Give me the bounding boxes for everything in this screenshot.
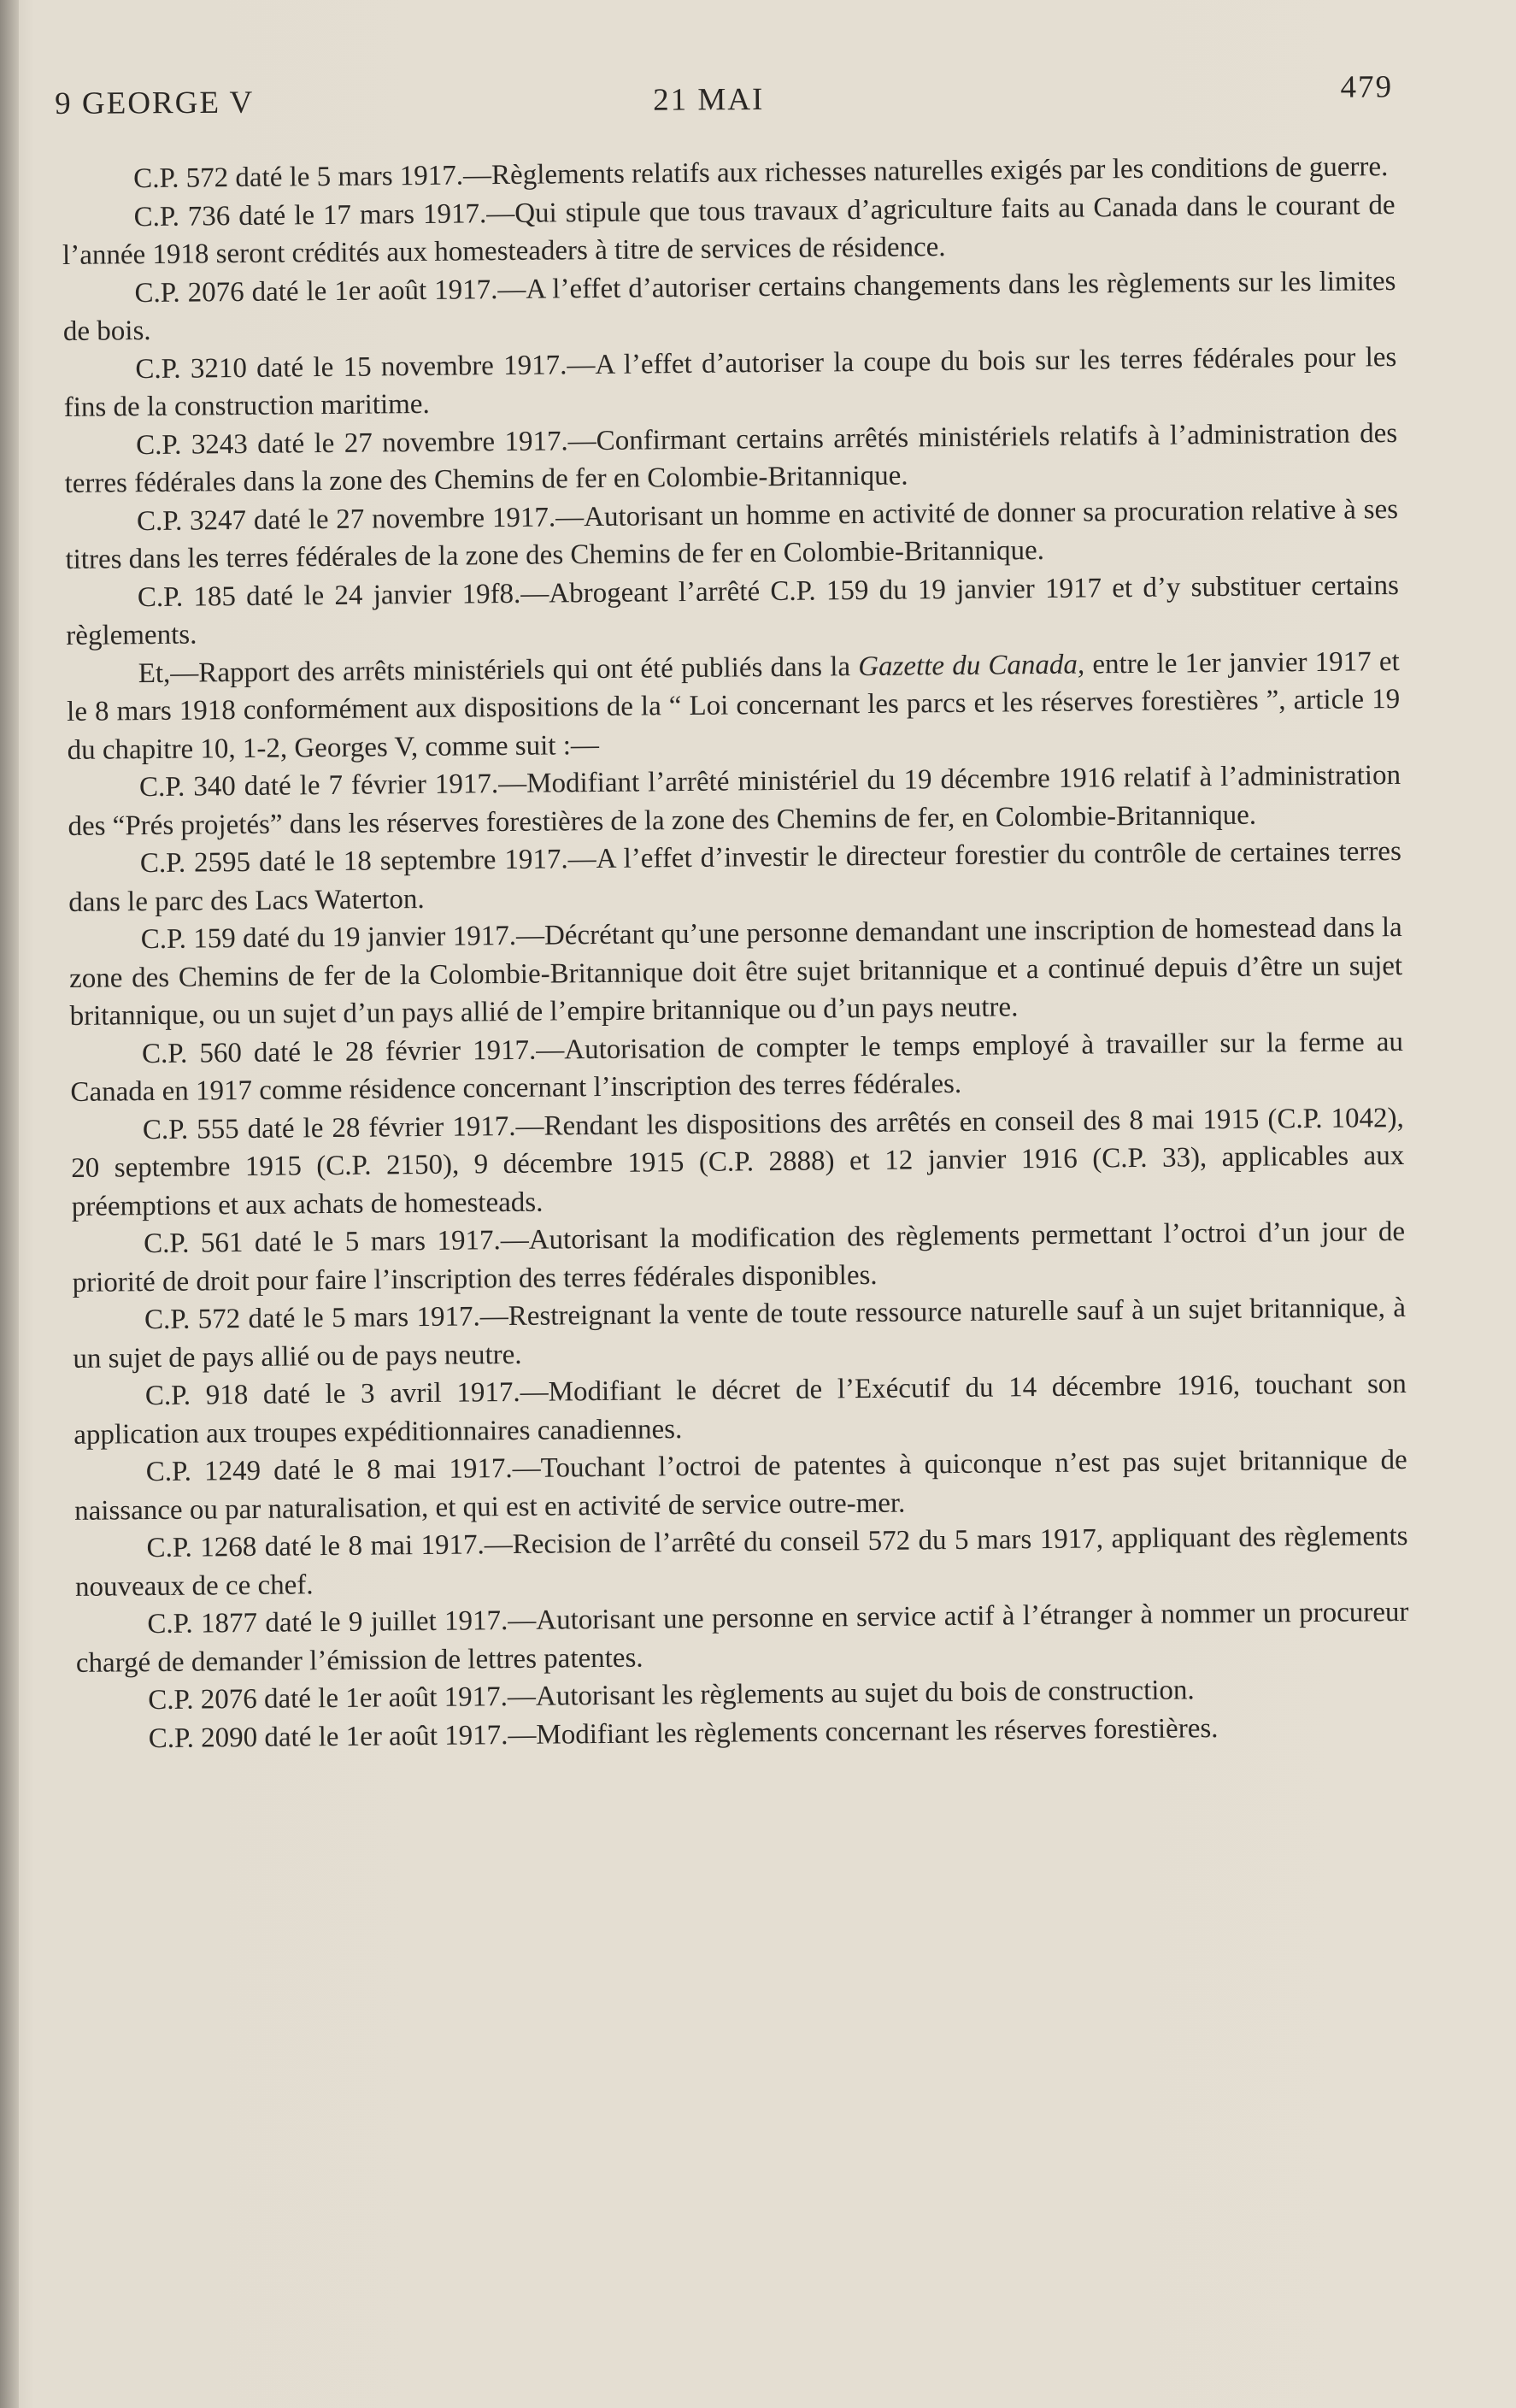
entry-paragraph: C.P. 555 daté le 28 février 1917.—Rendant les dispositions des arrêtés en conseil des 8 mai 1915 (C.P. 1042), 20 septembre 1915 (C.P. 2150), 9 décembre 1915 (C.P. 2888) et 12 janvier 1916 (C.P. 33), applicables aux préemptions et aux achats de homesteads. — [71, 1102, 1405, 1222]
entry-paragraph: C.P. 1249 daté le 8 mai 1917.—Touchant l’octroi de patentes à quiconque n’est pas sujet britannique de naissance ou par naturalisation, et qui est en activité de service outre-mer. — [73, 1444, 1407, 1527]
entry-paragraph: C.P. 736 daté le 17 mars 1917.—Qui stipule que tous travaux d’agriculture faits au Canada dans le courant de l’année 1918 seront crédités aux homesteaders à titre de services de résidence. — [62, 189, 1396, 271]
entry-paragraph: C.P. 572 daté le 5 mars 1917.—Restreignant la vente de toute ressource naturelle sauf à un sujet britannique, à un sujet de pays allié ou de pays neutre. — [73, 1292, 1407, 1375]
gazette-title: Gazette du Canada, — [858, 649, 1085, 682]
page-number: 479 — [1340, 69, 1394, 105]
entry-paragraph: C.P. 1877 daté le 9 juillet 1917.—Autorisant une personne en service actif à l’étranger à nommer un procureur chargé de demander l’émission de lettres patentes. — [75, 1596, 1409, 1679]
entry-paragraph: C.P. 2090 daté le 1er août 1917.—Modifiant les règlements concernant les réserves forestières. — [148, 1712, 1219, 1754]
header-reign: 9 GEORGE V — [55, 85, 255, 121]
entry-paragraph: C.P. 340 daté le 7 février 1917.—Modifiant l’arrêté ministériel du 19 décembre 1916 relatif à l’administration des “Prés projetés” dans les réserves forestières de la zone des Chemins de fer, en Colombie-Britannique. — [68, 759, 1401, 842]
entry-paragraph: C.P. 185 daté le 24 janvier 19f8.—Abrogeant l’arrêté C.P. 159 du 19 janvier 1917 et d’y substituer certains règlements. — [66, 569, 1400, 651]
running-header — [55, 68, 1393, 128]
header-date: 21 MAI — [653, 81, 765, 118]
entry-paragraph: C.P. 572 daté le 5 mars 1917.—Règlements relatifs aux richesses naturelles exigés par les conditions de guerre. — [133, 151, 1389, 195]
rapport-paragraph — [67, 642, 1401, 768]
entry-paragraph: C.P. 3210 daté le 15 novembre 1917.—A l’effet d’autoriser la coupe du bois sur les terres fédérales pour les fins de la construction maritime. — [63, 341, 1397, 423]
entry-paragraph: C.P. 918 daté le 3 avril 1917.—Modifiant le décret de l’Exécutif du 14 décembre 1916, touchant son application aux troupes expéditionnaires canadiennes. — [73, 1368, 1407, 1451]
entry-paragraph: C.P. 2595 daté le 18 septembre 1917.—A l’effet d’investir le directeur forestier du contrôle de certaines terres dans le parc des Lacs Waterton. — [68, 835, 1402, 918]
entry-paragraph: C.P. 2076 daté le 1er août 1917.—A l’effet d’autoriser certains changements dans les règlements sur les limites de bois. — [62, 265, 1396, 347]
entry-paragraph: C.P. 1268 daté le 8 mai 1917.—Recision de l’arrêté du conseil 572 du 5 mars 1917, appliquant des règlements nouveaux de ce chef. — [74, 1520, 1408, 1603]
rapport-text-end: entre le 1er janvier 1917 et le 8 mars 1918 conformément aux dispositions de la “ Loi concernant les parcs et les réserves forestières ”, article 19 du chapitre 10, 1-2, Georges V, comme suit :— — [67, 645, 1401, 766]
book-binding-edge — [0, 0, 19, 2408]
body-text — [62, 148, 1410, 1758]
entry-paragraph: C.P. 560 daté le 28 février 1917.—Autorisation de compter le temps employé à travailler sur la ferme au Canada en 1917 comme résidence concernant l’inscription des terres fédérales. — [70, 1026, 1404, 1108]
entry-paragraph: C.P. 561 daté le 5 mars 1917.—Autorisant la modification des règlements permettant l’octroi d’un jour de priorité de droit pour faire l’inscription des terres fédérales disponibles. — [72, 1216, 1406, 1298]
rapport-text-start: Et,—Rapport des arrêts ministériels qui ont été publiés dans la — [138, 651, 859, 689]
entry-paragraph: C.P. 2076 daté le 1er août 1917.—Autorisant les règlements au sujet du bois de construction. — [148, 1675, 1195, 1716]
entry-paragraph: C.P. 3247 daté le 27 novembre 1917.—Autorisant un homme en activité de donner sa procuration relative à ses titres dans les terres fédérales de la zone des Chemins de fer en Colombie-Britannique. — [65, 493, 1399, 575]
entry-paragraph: C.P. 3243 daté le 27 novembre 1917.—Confirmant certains arrêtés ministériels relatifs à l’administration des terres fédérales dans la zone des Chemins de fer en Colombie-Britannique. — [64, 417, 1398, 499]
entry-paragraph: C.P. 159 daté du 19 janvier 1917.—Décrétant qu’une personne demandant une inscription de homestead dans la zone des Chemins de fer de la Colombie-Britannique doit être sujet britannique et a continué depuis d’être un sujet britannique, ou un sujet d’un pays allié de l’empire britannique ou d’un pays neutre. — [69, 911, 1403, 1032]
